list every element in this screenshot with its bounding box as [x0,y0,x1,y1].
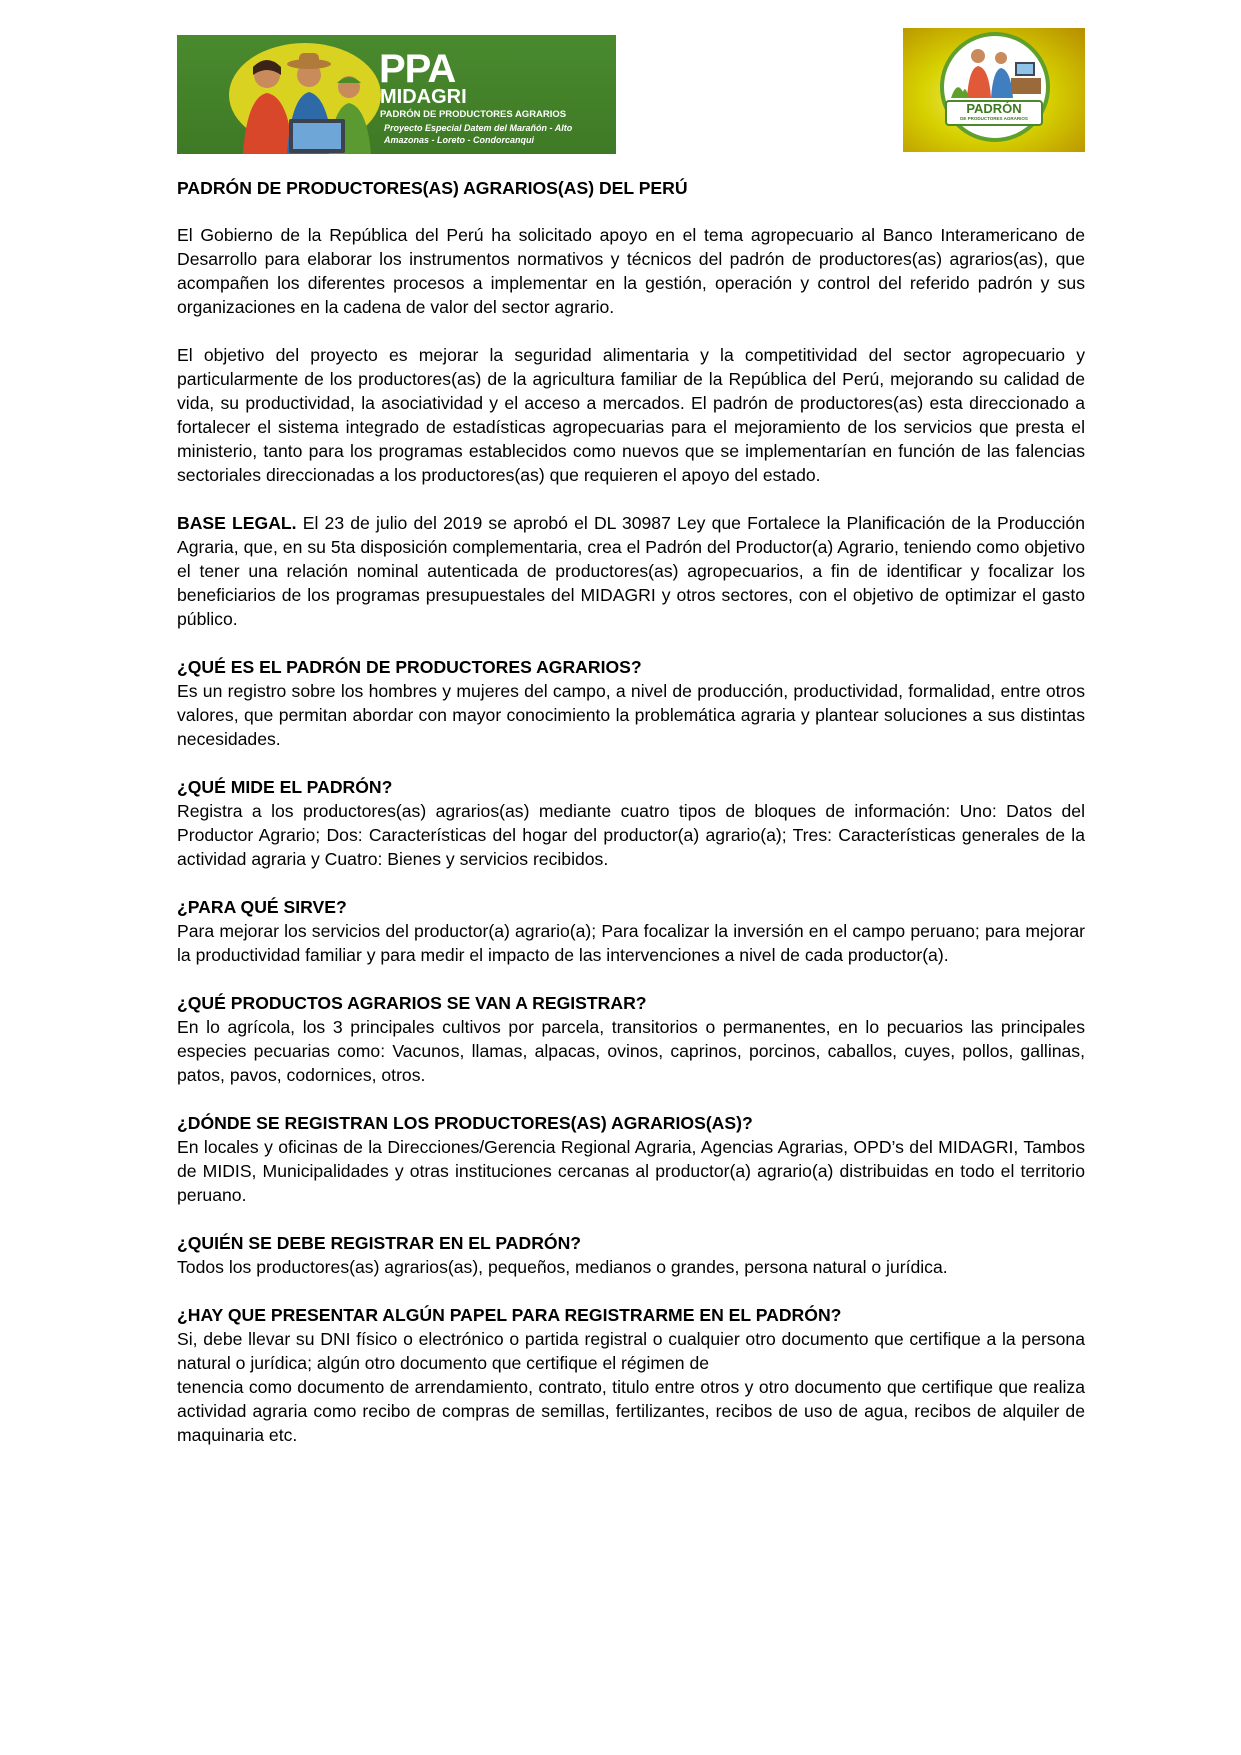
section-donde [177,1111,1085,1207]
base-legal-text: El 23 de julio del 2019 se aprobó el DL 30987 Ley que Fortalece la Planificación de la Producción Agraria, que, en su 5ta disposición complementaria, crea el Padrón del Productor(a) Agrario, teniendo como objetivo el tener una relación nominal autenticada de productores(as) agropecuarios, a fin de identificar y focalizar los beneficiarios de los programas presupuestales del MIDAGRI y otros sectores, con el objetivo de optimizar el gasto público. [177,513,1086,629]
logo-label: PADRÓN [966,101,1022,116]
registration-illustration-icon [903,28,1085,152]
section-productos [177,991,1085,1087]
logo-subtitle: PADRÓN DE PRODUCTORES AGRARIOS [380,109,567,120]
section-papel [177,1303,1085,1447]
section-que-es [177,655,1085,751]
section-heading: ¿QUÉ MIDE EL PADRÓN? [177,777,393,797]
section-heading: ¿PARA QUÉ SIRVE? [177,897,347,917]
section-body: En lo agrícola, los 3 principales cultivos por parcela, transitorios o permanentes, en lo pecuarios las principales especies pecuarias como: Vacunos, llamas, alpacas, ovinos, caprinos, porcinos, caballos, cuyes, pollos, gallinas, patos, pavos, codornices, otros. [177,1017,1085,1085]
padron-logo [903,28,1085,152]
section-para-que-sirve [177,895,1085,967]
brand-name: PPA [379,47,456,91]
ppa-midagri-logo [177,35,616,154]
section-body: Para mejorar los servicios del productor(a) agrario(a); Para focalizar la inversión en el campo peruano; para mejorar la productividad familiar y para medir el impacto de las intervenciones a nivel de cada productor(a). [177,921,1085,965]
section-body: Registra a los productores(as) agrarios(as) mediante cuatro tipos de bloques de información: Uno: Datos del Productor Agrario; Dos: Características del hogar del productor(a) agrario(a); Tres: Características generales de la actividad agraria y Cuatro: Bienes y servicios recibidos. [177,801,1085,869]
document-title: PADRÓN DE PRODUCTORES(AS) AGRARIOS(AS) DEL PERÚ [177,178,688,198]
section-heading: ¿QUÉ ES EL PADRÓN DE PRODUCTORES AGRARIOS? [177,657,642,677]
section-que-mide [177,775,1085,871]
section-heading: ¿QUIÉN SE DEBE REGISTRAR EN EL PADRÓN? [177,1233,582,1253]
section-body: Es un registro sobre los hombres y mujeres del campo, a nivel de producción, productividad, formalidad, entre otros valores, que permitan abordar con mayor conocimiento la problemática agraria y plantear soluciones a sus distintas necesidades. [177,681,1085,749]
base-legal-paragraph [177,511,1085,631]
section-body: En locales y oficinas de la Direcciones/Gerencia Regional Agraria, Agencias Agrarias, OPD’s del MIDAGRI, Tambos de MIDIS, Municipalidades y otras instituciones cercanas al productor(a) agrario(a) distribuidas en todo el territorio peruano. [177,1137,1085,1205]
base-legal-label: BASE LEGAL. [177,513,297,533]
intro-paragraph-1: El Gobierno de la República del Perú ha solicitado apoyo en el tema agropecuario al Banco Interamericano de Desarrollo para elaborar los instrumentos normativos y técnicos del padrón de productores(as) agrarios(as), que acompañen los diferentes procesos a implementar en la gestión, operación y control del referido padrón y sus organizaciones en la cadena de valor del sector agrario. [177,225,1085,317]
section-heading: ¿HAY QUE PRESENTAR ALGÚN PAPEL PARA REGISTRARME EN EL PADRÓN? [177,1305,842,1325]
section-quien [177,1231,1085,1279]
section-heading: ¿QUÉ PRODUCTOS AGRARIOS SE VAN A REGISTRAR? [177,993,647,1013]
ministry-name: MIDAGRI [380,86,467,108]
intro-paragraph-2: El objetivo del proyecto es mejorar la seguridad alimentaria y la competitividad del sector agropecuario y particularmente de los productores(as) de la agricultura familiar de la República del Perú, mejorando su calidad de vida, su productividad, la asociatividad y el acceso a mercados. El padrón de productores(as) esta direccionado a fortalecer el sistema integrado de estadísticas agropecuarias para el mejoramiento de los servicios que presta el ministerio, tanto para los programas establecidos como nuevos que se implementarían en función de las falencias sectoriales direccionadas a los productores(as) que requieren el apoyo del estado. [177,345,1085,485]
section-body-part-1: Si, debe llevar su DNI físico o electrónico o partida registral o cualquier otro documento que certifique a la persona natural o jurídica; algún otro documento que certifique el régimen de [177,1329,1085,1373]
section-heading: ¿DÓNDE SE REGISTRAN LOS PRODUCTORES(AS) AGRARIOS(AS)? [177,1113,753,1133]
project-name: Proyecto Especial Datem del Marañón - Alto Amazonas - Loreto - Condorcanqui [384,123,573,145]
document-body [177,176,1085,1471]
logo-sublabel: DE PRODUCTORES AGRARIOS [960,116,1028,121]
section-body-part-2: tenencia como documento de arrendamiento, contrato, titulo entre otros y otro documento que certifique que realiza actividad agraria como recibo de compras de semillas, fertilizantes, recibos de uso de agua, recibos de alquiler de maquinaria etc. [177,1377,1085,1445]
section-body: Todos los productores(as) agrarios(as), pequeños, medianos o grandes, persona natural o jurídica. [177,1257,948,1277]
